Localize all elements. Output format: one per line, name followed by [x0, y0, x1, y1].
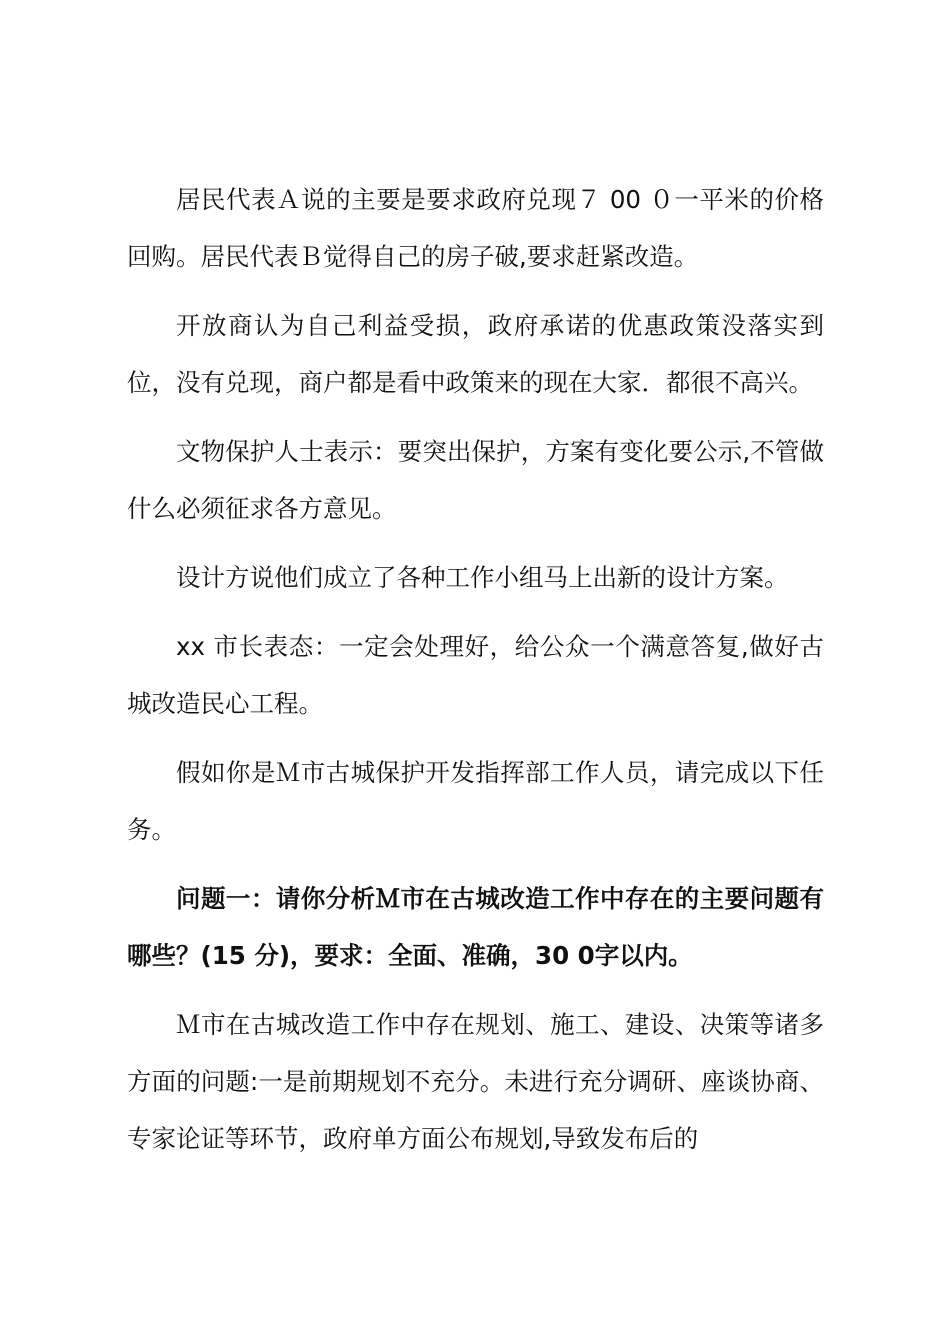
- paragraph-task-intro: 假如你是Ｍ市古城保护开发指挥部工作人员，请完成以下任务。: [127, 758, 824, 844]
- question-one-heading: 问题一：请你分析Ｍ市在古城改造工作中存在的主要问题有哪些？(15 分)，要求：全面、准确，30 0字以内。: [127, 884, 824, 970]
- paragraph-mayor-statement: xx 市长表态：一定会处理好，给公众一个满意答复,做好古城改造民心工程。: [127, 632, 824, 718]
- paragraph-resident-representatives: 居民代表Ａ说的主要是要求政府兑现７ 00 ０一平米的价格回购。居民代表Ｂ觉得自己的房子破,要求赶紧改造。: [127, 185, 824, 271]
- paragraph-design-side: 设计方说他们成立了各种工作小组马上出新的设计方案。: [176, 563, 789, 592]
- paragraph-developer: 开放商认为自己利益受损，政府承诺的优惠政策没落实到位，没有兑现，商户都是看中政策来的现在大家．都很不高兴。: [127, 311, 824, 397]
- paragraph-heritage-protection: 文物保护人士表示：要突出保护，方案有变化要公示,不管做什么必须征求各方意见。: [127, 437, 824, 523]
- document-body: [127, 171, 824, 1179]
- paragraph-answer-start: Ｍ市在古城改造工作中存在规划、施工、建设、决策等诸多方面的问题:一是前期规划不充分。未进行充分调研、座谈协商、专家论证等环节，政府单方面公布规划,导致发布后的: [127, 1010, 824, 1153]
